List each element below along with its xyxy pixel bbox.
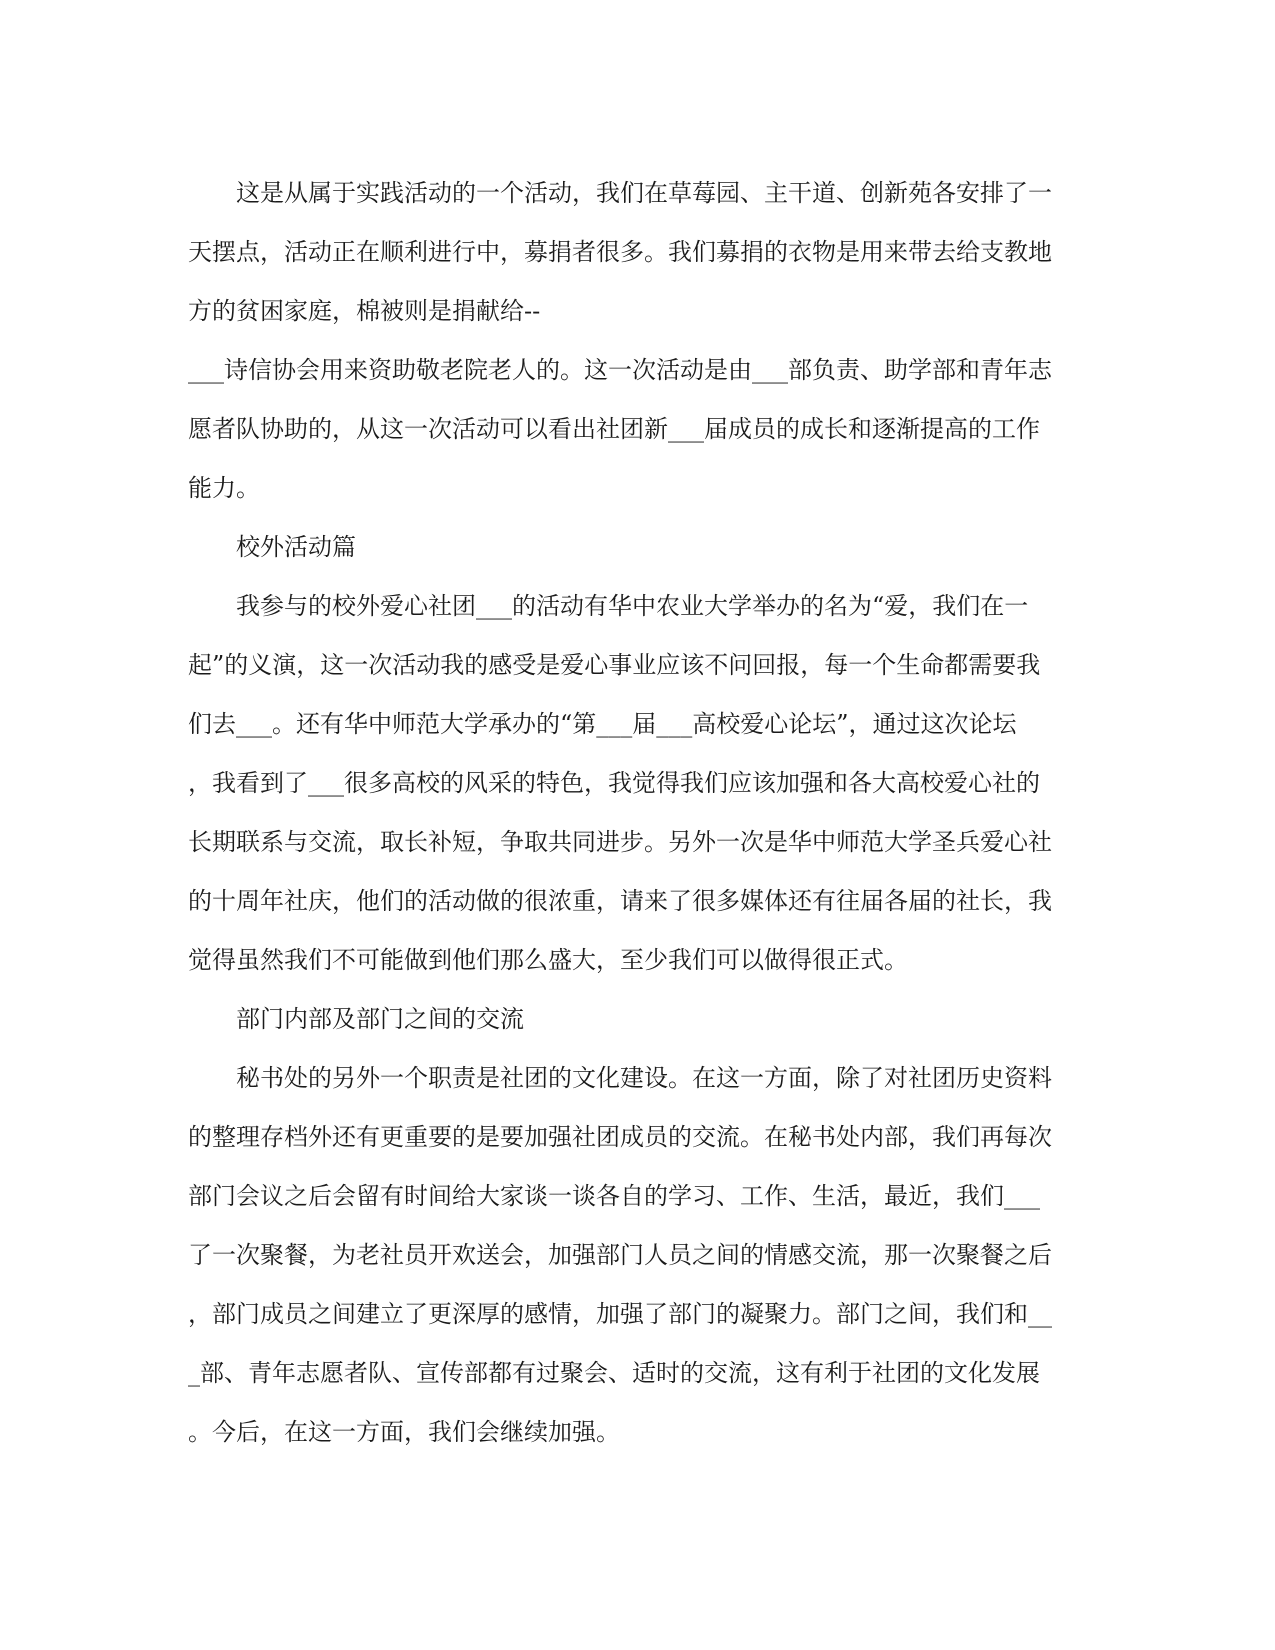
text-line: 这是从属于实践活动的一个活动，我们在草莓园、主干道、创新苑各安排了一 <box>236 179 1052 207</box>
text-line: 长期联系与交流，取长补短，争取共同进步。另外一次是华中师范大学圣兵爱心社 <box>188 828 1052 856</box>
section-heading: 部门内部及部门之间的交流 <box>236 1005 524 1033</box>
section-heading: 校外活动篇 <box>236 533 356 561</box>
text-line: 的十周年社庆，他们的活动做的很浓重，请来了很多媒体还有往届各届的社长，我 <box>188 887 1052 915</box>
text-line: 的整理存档外还有更重要的是要加强社团成员的交流。在秘书处内部，我们再每次 <box>188 1123 1052 1151</box>
text-line: 方的贫困家庭，棉被则是捐献给-- <box>188 297 541 325</box>
text-line: _部、青年志愿者队、宣传部都有过聚会、适时的交流，这有利于社团的文化发展 <box>188 1359 1040 1387</box>
text-line: 觉得虽然我们不可能做到他们那么盛大，至少我们可以做得很正式。 <box>188 946 908 974</box>
text-line: 天摆点，活动正在顺利进行中，募捐者很多。我们募捐的衣物是用来带去给支教地 <box>188 238 1052 266</box>
text-line: 愿者队协助的，从这一次活动可以看出社团新___届成员的成长和逐渐提高的工作 <box>188 415 1040 443</box>
text-line: ，部门成员之间建立了更深厚的感情，加强了部门的凝聚力。部门之间，我们和__ <box>188 1300 1052 1328</box>
text-line: 部门会议之后会留有时间给大家谈一谈各自的学习、工作、生活，最近，我们___ <box>188 1182 1040 1210</box>
text-line: ___诗信协会用来资助敬老院老人的。这一次活动是由___部负责、助学部和青年志 <box>188 356 1052 384</box>
text-line: 了一次聚餐，为老社员开欢送会，加强部门人员之间的情感交流，那一次聚餐之后 <box>188 1241 1052 1269</box>
document-body <box>188 164 1088 1462</box>
text-line: 秘书处的另外一个职责是社团的文化建设。在这一方面，除了对社团历史资料 <box>236 1064 1052 1092</box>
text-line: 我参与的校外爱心社团___的活动有华中农业大学举办的名为“爱，我们在一 <box>236 592 1029 620</box>
text-line: 能力。 <box>188 474 260 502</box>
text-line: 们去___。还有华中师范大学承办的“第___届___高校爱心论坛”，通过这次论坛 <box>188 710 1017 738</box>
text-line: ，我看到了___很多高校的风采的特色，我觉得我们应该加强和各大高校爱心社的 <box>188 769 1040 797</box>
text-line: 。今后，在这一方面，我们会继续加强。 <box>188 1418 620 1446</box>
text-line: 起”的义演，这一次活动我的感受是爱心事业应该不问回报，每一个生命都需要我 <box>188 651 1041 679</box>
